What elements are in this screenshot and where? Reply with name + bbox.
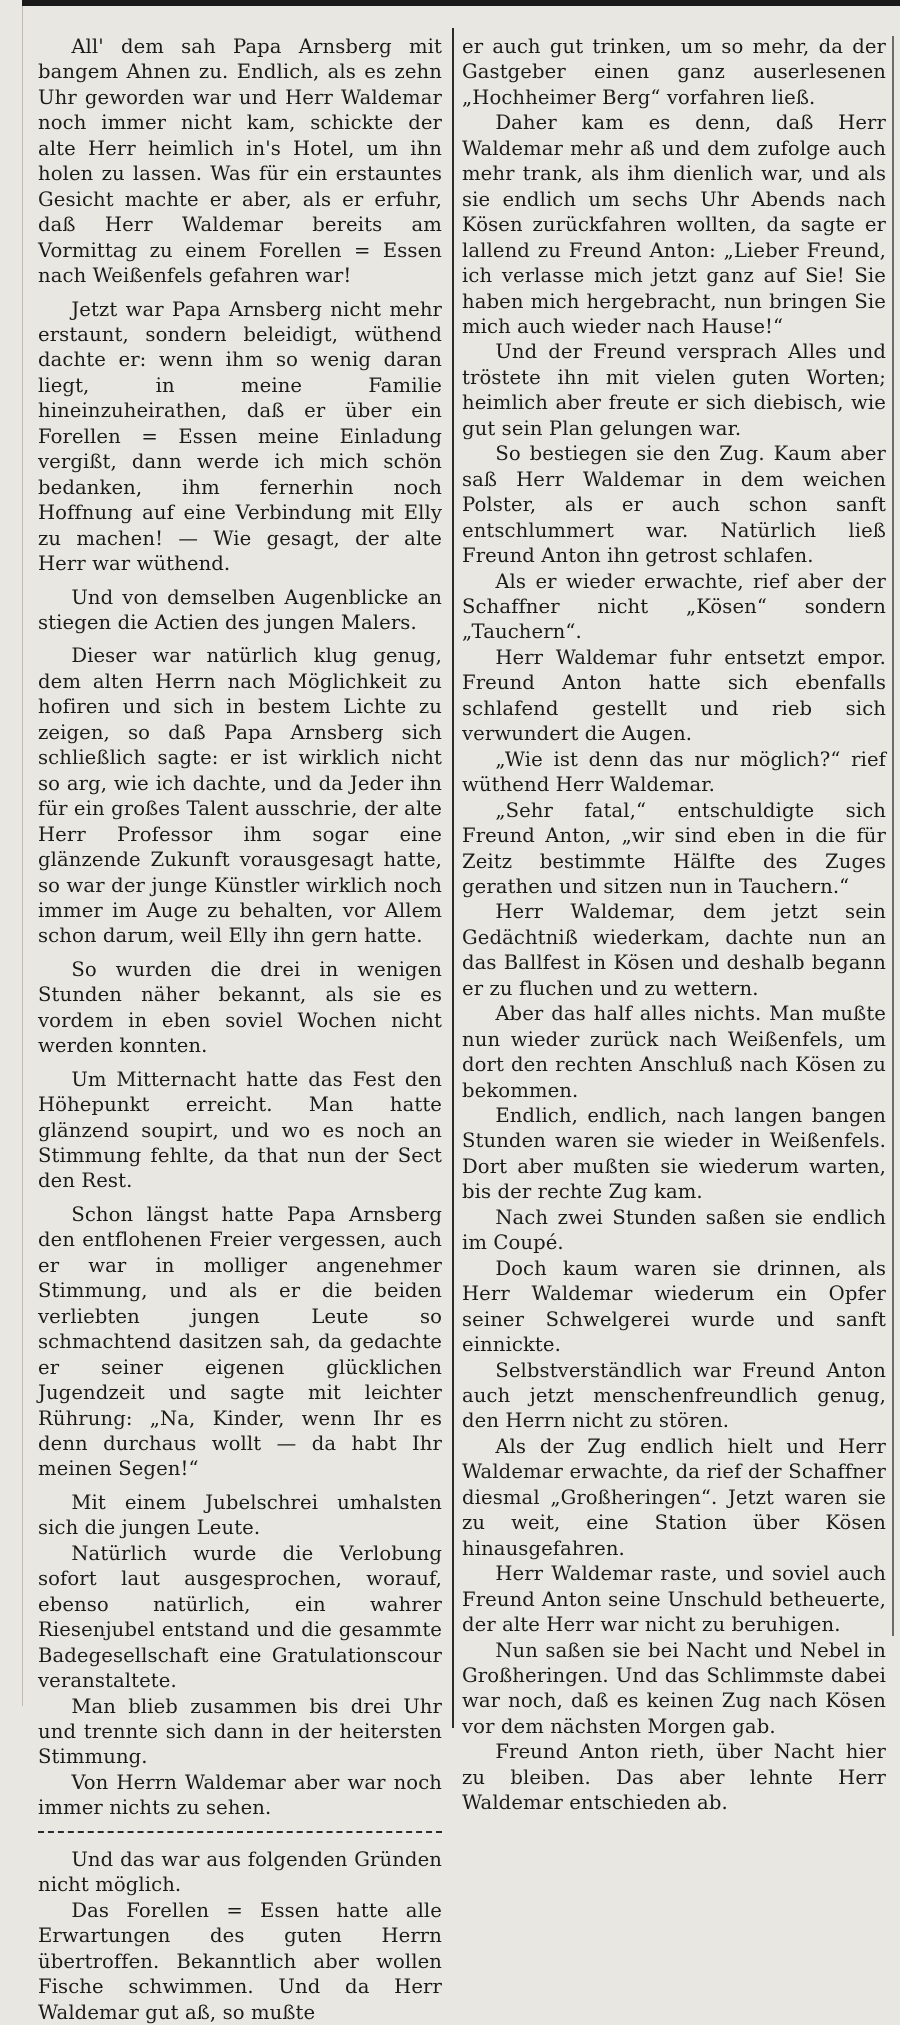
- paragraph: Um Mitternacht hatte das Fest den Höhepunkt erreicht. Man hatte glänzend soupirt, und wo es noch an Stimmung fehlte, da that nun der Sect den Rest.: [38, 1067, 442, 1193]
- paragraph: Herr Waldemar, dem jetzt sein Gedächtniß wiederkam, dachte nun an das Ballfest in Kösen und deshalb begann er zu fluchen und zu wettern.: [462, 900, 886, 1000]
- paragraph-continuation: er auch gut trinken, um so mehr, da der Gastgeber einen ganz auserlesenen „Hochheimer Berg“ vorfahren ließ.: [462, 35, 886, 109]
- paragraph: Herr Waldemar raste, und soviel auch Freund Anton seine Unschuld betheuerte, der alte Herr war nicht zu beruhigen.: [462, 1562, 886, 1637]
- paragraph: Aber das half alles nichts. Man mußte nun wieder zurück nach Weißenfels, um dort den rechten Anschluß nach Kösen zu bekommen.: [462, 1002, 886, 1102]
- paragraph: Natürlich wurde die Verlobung sofort laut ausgesprochen, worauf, ebenso natürlich, ein wahrer Riesenjubel entstand und die gesammte Badegesellschaft eine Gratulationscour veranstaltete.: [38, 1541, 442, 1693]
- paragraph: So wurden die drei in wenigen Stunden näher bekannt, als sie es vordem in eben soviel Wochen nicht werden konnten.: [38, 957, 442, 1058]
- paragraph: „Sehr fatal,“ entschuldigte sich Freund Anton, „wir sind eben in die für Zeitz bestimmte Hälfte des Zuges gerathen und sitzen nun in Tauchern.“: [462, 798, 886, 898]
- section-break-line: [38, 1831, 442, 1833]
- paragraph: Mit einem Jubelschrei umhalsten sich die jungen Leute.: [38, 1490, 442, 1540]
- paragraph: „Wie ist denn das nur möglich?“ rief wüthend Herr Waldemar.: [462, 747, 886, 797]
- paragraph: Doch kaum waren sie drinnen, als Herr Waldemar wiederum ein Opfer seiner Schwelgerei wurde und sanft einnickte.: [462, 1256, 886, 1357]
- paragraph: Endlich, endlich, nach langen bangen Stunden waren sie wieder in Weißenfels. Dort aber mußten sie wiederum warten, bis der rechte Zug kam.: [462, 1104, 886, 1204]
- paragraph: Als er wieder erwachte, rief aber der Schaffner nicht „Kösen“ sondern „Tauchern“.: [462, 569, 886, 644]
- paragraph: Selbstverständlich war Freund Anton auch jetzt menschenfreundlich genug, den Herrn nicht zu stören.: [462, 1358, 886, 1433]
- paragraph: Und das war aus folgenden Gründen nicht möglich.: [38, 1847, 442, 1897]
- right-column: [462, 34, 886, 1815]
- paragraph: Schon längst hatte Papa Arnsberg den entflohenen Freier vergessen, auch er war in molliger angenehmer Stimmung, und als er die beiden verliebten jungen Leute so schmachtend dasitzen sah, da gedachte er seiner eigenen glücklichen Jugendzeit und sagte mit leichter Rührung: „Na, Kinder, wenn Ihr es denn durchaus wollt — da habt Ihr meinen Segen!“: [38, 1202, 442, 1481]
- left-margin-rule: [22, 6, 23, 1706]
- paragraph: Man blieb zusammen bis drei Uhr und trennte sich dann in der heitersten Stimmung.: [38, 1694, 442, 1769]
- left-column: [38, 34, 442, 2024]
- paragraph: Als der Zug endlich hielt und Herr Waldemar erwachte, da rief der Schaffner diesmal „Großheringen“. Jetzt waren sie zu weit, eine Station über Kösen hinausgefahren.: [462, 1434, 886, 1560]
- right-edge-rule: [892, 36, 894, 1636]
- paragraph: Freund Anton rieth, über Nacht hier zu bleiben. Das aber lehnte Herr Waldemar entschieden ab.: [462, 1740, 886, 1815]
- column-divider: [452, 28, 454, 1728]
- paragraph: All' dem sah Papa Arnsberg mit bangem Ahnen zu. Endlich, als es zehn Uhr geworden war und Herr Waldemar noch immer nicht kam, schickte der alte Herr heimlich in's Hotel, um ihn holen zu lassen. Was für ein erstauntes Gesicht machte er aber, als er erfuhr, daß Herr Waldemar bereits am Vormittag zu einem Forellen = Essen nach Weißenfels gefahren war!: [38, 35, 442, 288]
- paragraph: Und der Freund versprach Alles und tröstete ihn mit vielen guten Worten; heimlich aber freute er sich diebisch, wie gut sein Plan gelungen war.: [462, 340, 886, 440]
- paragraph: Jetzt war Papa Arnsberg nicht mehr erstaunt, sondern beleidigt, wüthend dachte er: wenn ihm so wenig daran liegt, in meine Familie hineinzuheirathen, daß er über ein Forellen = Essen meine Einladung vergißt, dann werde ich mich schön bedanken, ihm fernerhin noch Hoffnung auf eine Verbindung mit Elly zu machen! — Wie gesagt, der alte Herr war wüthend.: [38, 297, 442, 576]
- paragraph: So bestiegen sie den Zug. Kaum aber saß Herr Waldemar in dem weichen Polster, als er auch schon sanft entschlummert war. Natürlich ließ Freund Anton ihn getrost schlafen.: [462, 442, 886, 568]
- paragraph: Das Forellen = Essen hatte alle Erwartungen des guten Herrn übertroffen. Bekanntlich aber wollen Fische schwimmen. Und da Herr Waldemar gut aß, so mußte: [38, 1898, 442, 2024]
- paragraph: Von Herrn Waldemar aber war noch immer nichts zu sehen.: [38, 1770, 442, 1820]
- paragraph: Nun saßen sie bei Nacht und Nebel in Großheringen. Und das Schlimmste dabei war noch, daß es keinen Zug nach Kösen vor dem nächsten Morgen gab.: [462, 1638, 886, 1738]
- paragraph: Und von demselben Augenblicke an stiegen die Actien des jungen Malers.: [38, 585, 442, 634]
- paragraph: Dieser war natürlich klug genug, dem alten Herrn nach Möglichkeit zu hofiren und sich in bestem Lichte zu zeigen, so daß Papa Arnsberg sich schließlich sagte: er ist wirklich nicht so arg, wie ich dachte, und da Jeder ihn für ein großes Talent ausschrie, der alte Herr Professor ihm sogar eine glänzende Zukunft vorausgesagt hatte, so war der junge Künstler wirklich noch immer im Auge zu behalten, vor Allem schon darum, weil Elly ihn gern hatte.: [38, 644, 442, 948]
- top-border-rule: [22, 0, 900, 6]
- paragraph: Herr Waldemar fuhr entsetzt empor. Freund Anton hatte sich ebenfalls schlafend gestellt und rieb sich verwundert die Augen.: [462, 645, 886, 746]
- paragraph: Daher kam es denn, daß Herr Waldemar mehr aß und dem zufolge auch mehr trank, als ihm dienlich war, und als sie endlich um sechs Uhr Abends nach Kösen zurückfahren wollten, da sagte er lallend zu Freund Anton: „Lieber Freund, ich verlasse mich jetzt ganz auf Sie! Sie haben mich hergebracht, nun bringen Sie mich auch wieder nach Hause!“: [462, 111, 886, 338]
- paragraph: Nach zwei Stunden saßen sie endlich im Coupé.: [462, 1205, 886, 1255]
